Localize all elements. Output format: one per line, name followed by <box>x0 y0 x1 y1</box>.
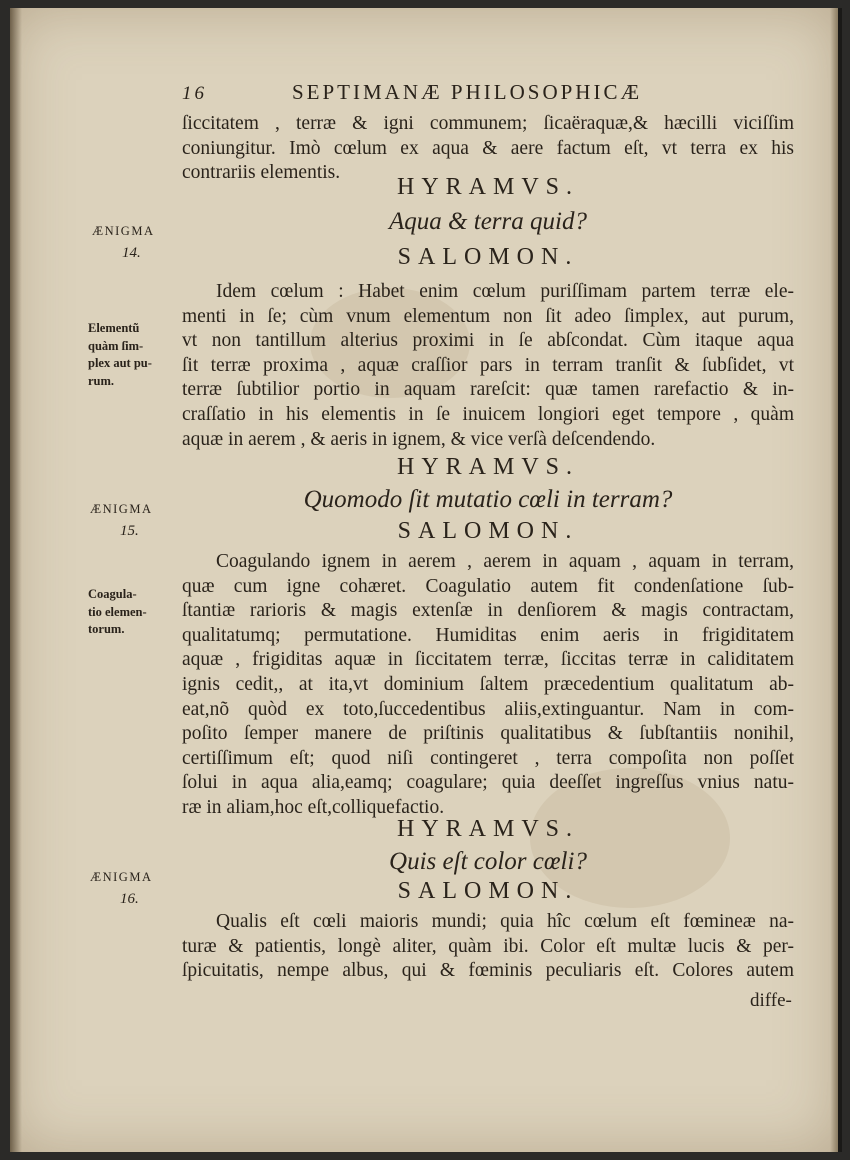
margin-note-line: quàm ſim- <box>88 338 144 353</box>
speaker-salomon: SALOMON. <box>397 878 579 904</box>
enigma-label: ÆNIGMA <box>90 502 153 516</box>
text-line: ſolui in aqua alia,eamq; coagulare; quia deeſſet ingreſſus vnius natu- <box>182 772 794 794</box>
speaker-salomon: SALOMON. <box>397 518 579 544</box>
enigma-number: 16. <box>120 891 139 907</box>
margin-note-line: tio elemen- <box>88 604 147 619</box>
text-line: terræ ſubtilior portio in aquam rareſcit: quæ tamen rarefactio & in- <box>182 379 794 401</box>
text-line: Coagulando ignem in aerem , aerem in aquam , aquam in terram, <box>216 551 794 572</box>
answer-paragraph <box>182 910 794 984</box>
text-line: turæ & patientis, longè aliter, quàm ibi. Color eſt multæ lucis & per- <box>182 935 794 957</box>
text-line: ſtantiæ rarioris & magis extenſæ in denſiorem & magis contractam, <box>182 600 794 622</box>
speaker-hyramus: HYRAMVS. <box>396 174 580 200</box>
text-line: qualitatumq; permutatione. Humiditas enim aeris in frigiditatem <box>182 624 794 646</box>
text-line: poſito ſemper manere de priſtinis qualitatibus & ſubſtantiis nonihil, <box>182 723 794 745</box>
text-line: ræ in aliam,hoc eſt,colliquefactio. <box>182 796 445 818</box>
margin-note-line: Coagula- <box>88 587 137 601</box>
text-line: certiſſimum eſt; quod niſi contingeret , terra compoſita non poſſet <box>182 747 794 769</box>
margin-note-line: rum. <box>88 373 115 388</box>
text-line: ſit terræ proxima , aquæ craſſior pars in terram tranſit & ſubſidet, vt <box>182 354 794 376</box>
running-title: SEPTIMANÆ PHILOSOPHICÆ <box>292 80 643 104</box>
margin-note <box>88 586 147 639</box>
text-line: ignis cedit,, at ita,vt dominium ſaltem præcedentium qualitatum ab- <box>182 673 794 695</box>
question-heading: Aqua & terra quid? <box>389 208 587 235</box>
speaker-hyramus: HYRAMVS. <box>396 816 580 842</box>
text-line: coniungitur. Imò cœlum ex aqua & aere factum eſt, vt terra ex his <box>182 137 794 159</box>
gutter-shadow <box>10 8 22 1152</box>
text-line: quæ cum igne cohæret. Coagulatio autem fit condenſatione ſub- <box>182 575 794 597</box>
catchword: diffe- <box>750 990 792 1011</box>
enigma-number: 14. <box>122 245 141 261</box>
question-heading: Quis eſt color cœli? <box>389 848 587 875</box>
enigma-marker <box>92 224 154 262</box>
enigma-marker <box>90 502 152 540</box>
text-line: aquæ , frigiditas aquæ in ſiccitatem terræ, ſiccitas terræ in caliditatem <box>182 649 794 671</box>
enigma-label: ÆNIGMA <box>90 870 153 884</box>
answer-paragraph <box>182 550 794 821</box>
margin-note-line: torum. <box>88 622 125 636</box>
speaker-salomon: SALOMON. <box>397 244 579 270</box>
text-line: eat,nõ quòd ex toto,ſuccedentibus aliis,extinguantur. Nam in com- <box>182 698 794 720</box>
question-heading: Quomodo ſit mutatio cœli in terram? <box>303 486 673 513</box>
enigma-number: 15. <box>120 523 139 539</box>
enigma-marker <box>90 870 152 908</box>
page-edge <box>830 8 838 1152</box>
text-line: menti in ſe; cùm vnum elementum non ſit adeo ſimplex, aut purum, <box>182 305 794 327</box>
text-line: vt non tantillum alterius proximi in ſe abſcondat. Cùm itaque aqua <box>182 330 794 352</box>
enigma-label: ÆNIGMA <box>92 224 155 238</box>
text-line: Qualis eſt cœli maioris mundi; quia hîc cœlum eſt fœmineæ na- <box>216 911 794 932</box>
text-line: contrariis elementis. <box>182 162 341 184</box>
running-head <box>182 80 792 105</box>
text-line: Idem cœlum : Habet enim cœlum puriſſimam partem terræ ele- <box>216 281 794 302</box>
margin-note-line: Elementũ <box>88 321 140 335</box>
answer-paragraph <box>182 280 794 452</box>
text-line: ſiccitatem , terræ & igni communem; ſicaëraquæ,& hæcilli viciſſim <box>182 113 794 134</box>
text-line: aquæ in aerem , & aeris in ignem, & vice verſà deſcendendo. <box>182 428 656 450</box>
page-number: 16 <box>182 83 207 104</box>
margin-note <box>88 320 152 390</box>
text-line: craſſatio in his elementis in ſe inuicem longiori eget tempore , quàm <box>182 403 794 425</box>
book-page <box>10 8 842 1152</box>
speaker-hyramus: HYRAMVS. <box>396 454 580 480</box>
margin-note-line: plex aut pu- <box>88 356 152 370</box>
text-line: ſpicuitatis, nempe albus, qui & fœminis peculiaris eſt. Colores autem <box>182 960 794 982</box>
